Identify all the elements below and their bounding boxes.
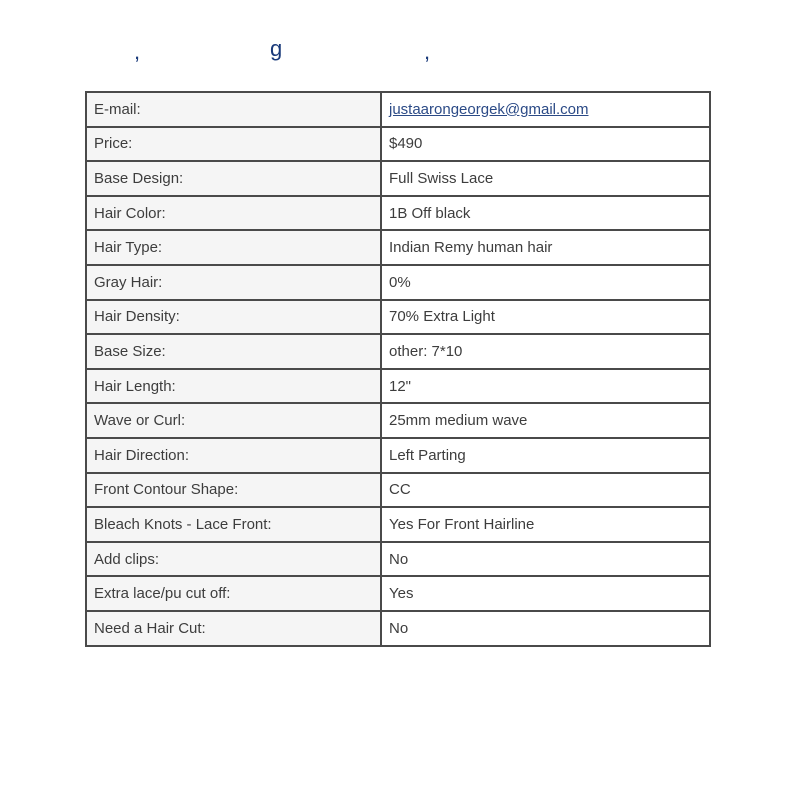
row-label: Wave or Curl: <box>86 403 381 438</box>
table-row <box>86 403 710 438</box>
row-label: Base Size: <box>86 334 381 369</box>
row-label: Base Design: <box>86 161 381 196</box>
row-value: 12" <box>381 369 710 404</box>
table-row <box>86 196 710 231</box>
row-label: Front Contour Shape: <box>86 473 381 508</box>
row-label: Hair Direction: <box>86 438 381 473</box>
table-row <box>86 161 710 196</box>
table-row <box>86 230 710 265</box>
email-link[interactable]: justaarongeorgek@gmail.com <box>389 100 589 118</box>
row-value: 70% Extra Light <box>381 300 710 335</box>
table-row <box>86 334 710 369</box>
table-row <box>86 438 710 473</box>
row-value: No <box>381 542 710 577</box>
row-label: Hair Density: <box>86 300 381 335</box>
row-value: Yes For Front Hairline <box>381 507 710 542</box>
table-row <box>86 473 710 508</box>
row-label: Hair Color: <box>86 196 381 231</box>
row-value: 0% <box>381 265 710 300</box>
table-row <box>86 300 710 335</box>
table-row <box>86 611 710 646</box>
row-label: Extra lace/pu cut off: <box>86 576 381 611</box>
row-value: Left Parting <box>381 438 710 473</box>
row-label: Price: <box>86 127 381 162</box>
table-row <box>86 507 710 542</box>
table-row <box>86 92 710 127</box>
table-row <box>86 127 710 162</box>
row-value: other: 7*10 <box>381 334 710 369</box>
row-value: 25mm medium wave <box>381 403 710 438</box>
row-label: E-mail: <box>86 92 381 127</box>
table-row <box>86 576 710 611</box>
row-value: 1B Off black <box>381 196 710 231</box>
table-row <box>86 265 710 300</box>
cropped-heading: , g , <box>134 36 431 64</box>
row-value: CC <box>381 473 710 508</box>
row-label: Hair Type: <box>86 230 381 265</box>
table-row <box>86 369 710 404</box>
row-label: Bleach Knots - Lace Front: <box>86 507 381 542</box>
row-value: $490 <box>381 127 710 162</box>
row-value <box>381 92 710 127</box>
row-value: Yes <box>381 576 710 611</box>
row-label: Need a Hair Cut: <box>86 611 381 646</box>
row-label: Gray Hair: <box>86 265 381 300</box>
row-value: No <box>381 611 710 646</box>
table-row <box>86 542 710 577</box>
order-details-table <box>85 91 711 647</box>
row-value: Full Swiss Lace <box>381 161 710 196</box>
row-value: Indian Remy human hair <box>381 230 710 265</box>
row-label: Add clips: <box>86 542 381 577</box>
row-label: Hair Length: <box>86 369 381 404</box>
